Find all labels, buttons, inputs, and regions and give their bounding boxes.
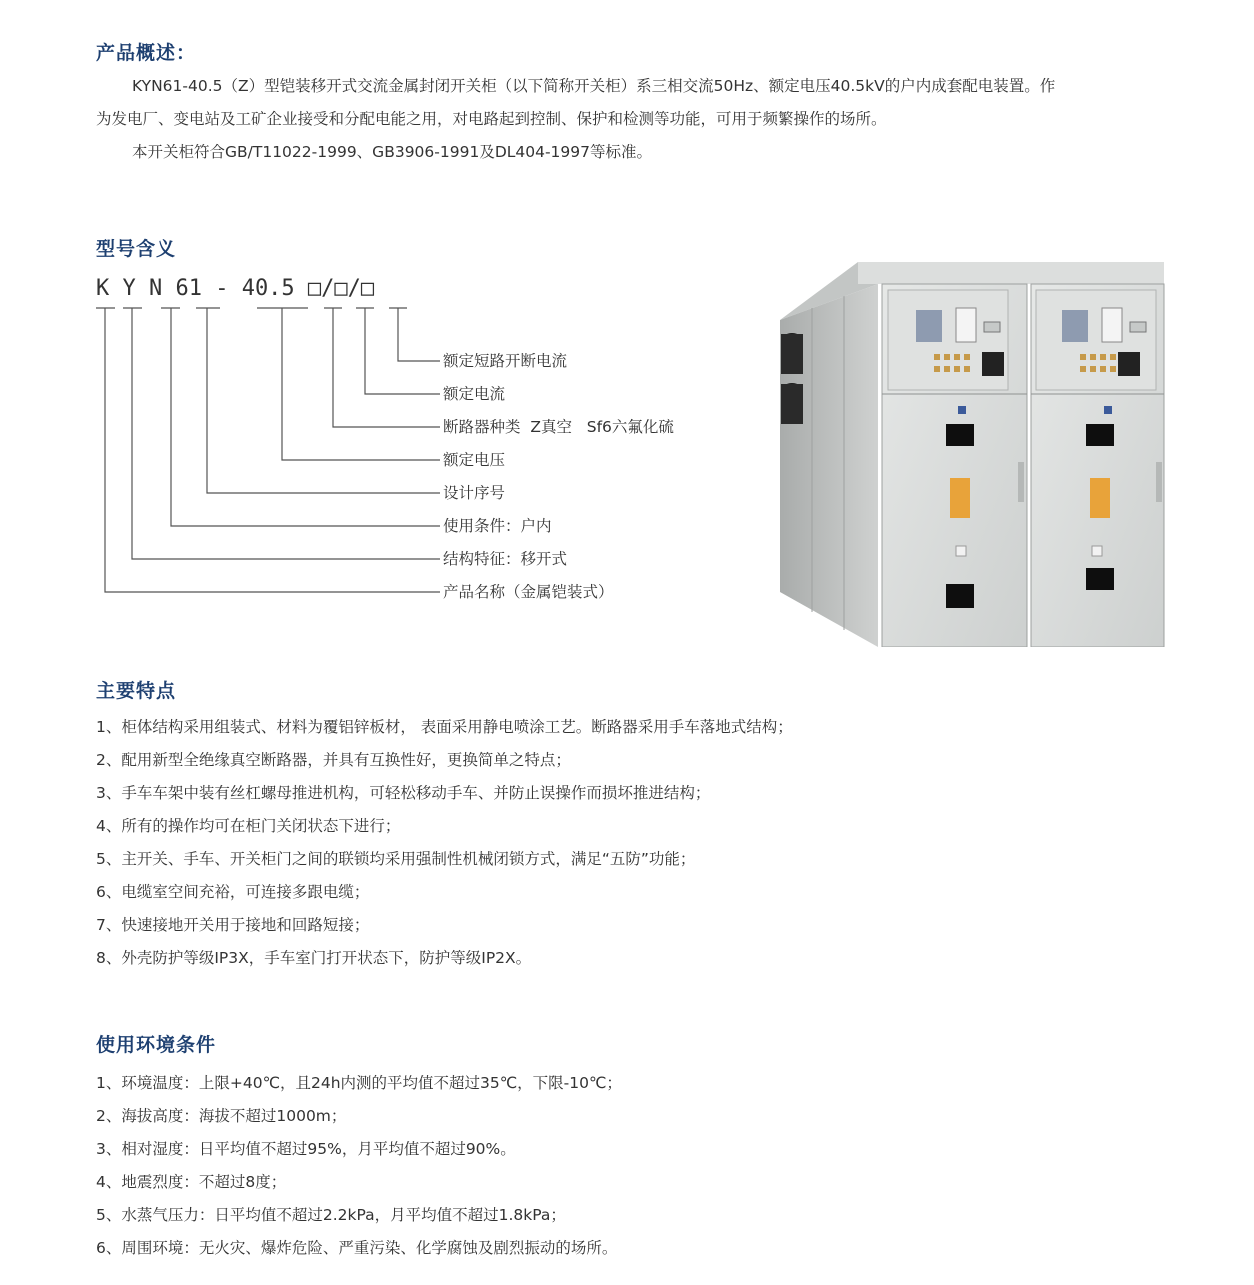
meaning-usage-condition: 使用条件：户内 bbox=[443, 517, 552, 535]
meaning-design-number: 设计序号 bbox=[443, 484, 506, 502]
environment-heading: 使用环境条件 bbox=[96, 1034, 217, 1056]
feature-item-4: 4、所有的操作均可在柜门关闭状态下进行； bbox=[96, 817, 401, 835]
leader-line-2 bbox=[365, 308, 440, 394]
leader-line-4 bbox=[282, 308, 440, 460]
meaning-rated-current: 额定电流 bbox=[443, 385, 506, 403]
environment-item-6: 6、周围环境：无火灾、爆炸危险、严重污染、化学腐蚀及剧烈振动的场所。 bbox=[96, 1239, 618, 1257]
feature-item-2: 2、配用新型全绝缘真空断路器，并具有互换性好，更换简单之特点； bbox=[96, 751, 571, 769]
overview-line-2: 为发电厂、变电站及工矿企业接受和分配电能之用，对电路起到控制、保护和检测等功能，可用于频繁操作的场所。 bbox=[96, 110, 887, 128]
meaning-structure: 结构特征：移开式 bbox=[443, 550, 568, 568]
feature-item-1: 1、柜体结构采用组装式、材料为覆铝锌板材， 表面采用静电喷涂工艺。断路器采用手车落地式结构； bbox=[96, 718, 793, 736]
model-code: K Y N 61 - 40.5 □/□/□ bbox=[96, 276, 375, 301]
overview-line-1: KYN61-40.5（Z）型铠装移开式交流金属封闭开关柜（以下简称开关柜）系三相交流50Hz、额定电压40.5kV的户内成套配电装置。作 bbox=[132, 77, 1056, 95]
meaning-breaker-type: 断路器种类 Z真空 Sf6六氟化硫 bbox=[443, 418, 674, 436]
features-list bbox=[96, 711, 793, 975]
environment-item-5: 5、水蒸气压力：日平均值不超过2.2kPa，月平均值不超过1.8kPa； bbox=[96, 1206, 566, 1224]
feature-item-5: 5、主开关、手车、开关柜门之间的联锁均采用强制性机械闭锁方式，满足“五防”功能； bbox=[96, 850, 696, 868]
leader-line-5 bbox=[207, 308, 440, 493]
features-heading: 主要特点 bbox=[96, 680, 177, 702]
environment-item-2: 2、海拔高度：海拔不超过1000m； bbox=[96, 1107, 347, 1125]
meaning-rated-voltage: 额定电压 bbox=[443, 451, 506, 469]
model-diagram bbox=[0, 0, 780, 620]
switchgear-cabinet-image bbox=[778, 262, 1166, 647]
environment-item-3: 3、相对湿度：日平均值不超过95%，月平均值不超过90%。 bbox=[96, 1140, 516, 1158]
feature-item-8: 8、外壳防护等级IP3X，手车室门打开状态下，防护等级IP2X。 bbox=[96, 949, 532, 967]
leader-line-1 bbox=[398, 308, 440, 361]
feature-item-7: 7、快速接地开关用于接地和回路短接； bbox=[96, 916, 370, 934]
environment-list bbox=[96, 1067, 622, 1265]
overview-heading: 产品概述： bbox=[96, 42, 197, 64]
model-heading: 型号含义 bbox=[96, 238, 177, 260]
feature-item-3: 3、手车车架中装有丝杠螺母推进机构，可轻松移动手车、并防止误操作而损坏推进结构； bbox=[96, 784, 711, 802]
feature-item-6: 6、电缆室空间充裕，可连接多跟电缆； bbox=[96, 883, 370, 901]
meaning-product-name: 产品名称（金属铠装式） bbox=[443, 583, 614, 601]
environment-item-1: 1、环境温度：上限+40℃，且24h内测的平均值不超过35℃，下限-10℃； bbox=[96, 1074, 622, 1092]
leader-line-8 bbox=[105, 308, 440, 592]
overview-standards: 本开关柜符合GB/T11022-1999、GB3906-1991及DL404-1997等标准。 bbox=[132, 143, 653, 161]
environment-item-4: 4、地震烈度：不超过8度； bbox=[96, 1173, 287, 1191]
leader-line-7 bbox=[132, 308, 440, 559]
leader-line-3 bbox=[333, 308, 440, 427]
meaning-breaking-current: 额定短路开断电流 bbox=[443, 352, 568, 370]
